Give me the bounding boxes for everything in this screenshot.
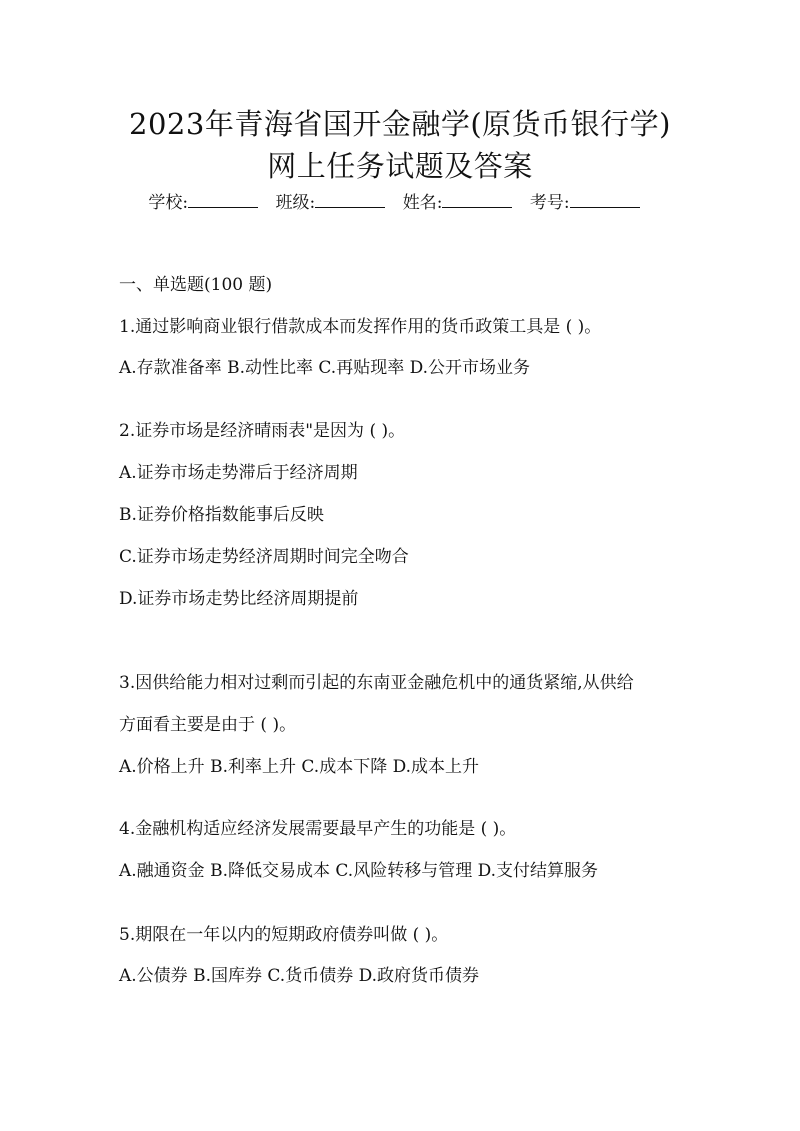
question-2-option-b: B.证券价格指数能事后反映 (119, 505, 324, 525)
question-1-options: A.存款准备率 B.动性比率 C.再贴现率 D.公开市场业务 (119, 358, 531, 378)
school-blank (188, 193, 258, 208)
question-1-stem: 1.通过影响商业银行借款成本而发挥作用的货币政策工具是 ( )。 (119, 317, 602, 337)
question-3-stem-line2: 方面看主要是由于 ( )。 (119, 715, 297, 735)
school-label: 学校: (148, 193, 189, 213)
student-info-row (0, 192, 800, 214)
class-blank (315, 193, 385, 208)
question-2-option-a: A.证券市场走势滞后于经济周期 (119, 463, 358, 483)
question-3-stem-line1: 3.因供给能力相对过剩而引起的东南亚金融危机中的通货紧缩,从供给 (119, 673, 634, 693)
question-2-option-d: D.证券市场走势比经济周期提前 (119, 589, 359, 609)
exam-number-blank (570, 193, 640, 208)
exam-number-label: 考号: (529, 193, 570, 213)
question-3-options: A.价格上升 B.利率上升 C.成本下降 D.成本上升 (119, 757, 480, 777)
document-title-line2: 网上任务试题及答案 (267, 149, 533, 183)
question-4-options: A.融通资金 B.降低交易成本 C.风险转移与管理 D.支付结算服务 (119, 861, 599, 881)
question-5-stem: 5.期限在一年以内的短期政府债券叫做 ( )。 (119, 925, 449, 945)
question-2-option-c: C.证券市场走势经济周期时间完全吻合 (119, 547, 409, 567)
name-label: 姓名: (402, 193, 443, 213)
section-heading: 一、单选题(100 题) (119, 275, 273, 295)
class-label: 班级: (275, 193, 316, 213)
question-5-options: A.公债券 B.国库券 C.货币债券 D.政府货币债券 (119, 966, 480, 986)
question-4-stem: 4.金融机构适应经济发展需要最早产生的功能是 ( )。 (119, 819, 517, 839)
question-2-stem: 2.证券市场是经济晴雨表"是因为 ( )。 (119, 421, 406, 441)
name-blank (442, 193, 512, 208)
document-title-line1: 2023年青海省国开金融学(原货币银行学) (129, 107, 671, 141)
